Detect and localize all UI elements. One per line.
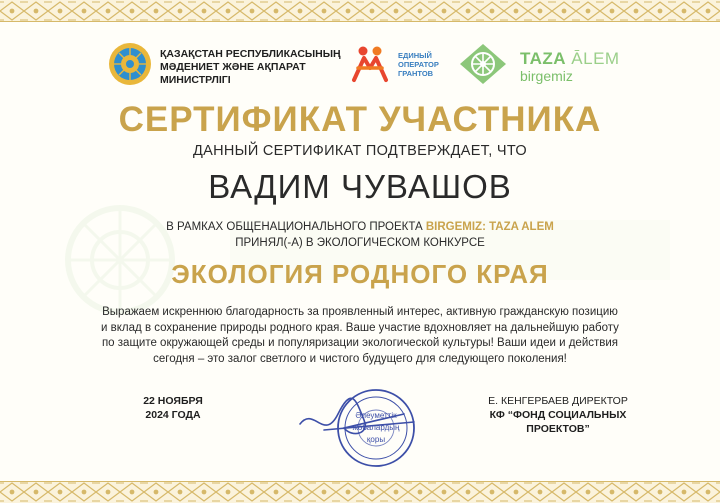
body-line: сегодня – это залог светлого и чистого будущего для следующего поколения!	[153, 352, 567, 365]
director-org-line-2: ПРОЕКТОВ”	[526, 423, 590, 435]
body-line: и вклад в сохранение природы родного края. Ваше участие вдохновляет на дальнейшую работу	[101, 321, 619, 334]
project-frame-line	[0, 221, 720, 233]
certificate-subtitle: ДАННЫЙ СЕРТИФИКАТ ПОДТВЕРЖДАЕТ, ЧТО	[193, 143, 527, 159]
stamp-text-1: Әлеуметтік	[355, 411, 397, 420]
director-org-line-1: КФ “ФОНД СОЦИАЛЬНЫХ	[489, 409, 627, 421]
taza-light: ĀLEM	[571, 49, 620, 68]
operator-line-3: ГРАНТОВ	[398, 69, 434, 78]
participation-line: ПРИНЯЛ(-А) В ЭКОЛОГИЧЕСКОМ КОНКУРСЕ	[235, 237, 485, 249]
ministry-line-1: ҚАЗАҚСТАН РЕСПУБЛИКАСЫНЫҢ	[160, 48, 341, 60]
date-line-2: 2024 ГОДА	[145, 409, 201, 421]
body-line: по защите окружающей среды и популяризации экологической культуры! Ваши идеи и действия	[101, 337, 619, 349]
stamp-text-2: жобалардың	[352, 423, 400, 432]
director-signature-block	[458, 394, 658, 436]
frame-prefix: В РАМКАХ ОБЩЕНАЦИОНАЛЬНОГО ПРОЕКТА	[166, 221, 426, 233]
date-line-1: 22 НОЯБРЯ	[143, 395, 203, 407]
grant-operator-name	[398, 51, 439, 78]
ornament-border-top	[0, 0, 720, 22]
taza-sub: birgemiz	[520, 68, 573, 84]
operator-line-1: ЕДИНЫЙ	[398, 51, 432, 60]
ministry-line-2: МӘДЕНИЕТ ЖӘНЕ АҚПАРАТ МИНИСТРЛІГІ	[160, 61, 306, 86]
operator-line-2: ОПЕРАТОР	[398, 60, 439, 69]
contest-name: ЭКОЛОГИЯ РОДНОГО КРАЯ	[171, 259, 549, 289]
project-name: BIRGEMIZ: TAZA ALEM	[425, 221, 554, 233]
state-emblem-icon	[108, 42, 152, 86]
issue-date	[118, 394, 228, 422]
ornament-border-bottom	[0, 481, 720, 503]
gratitude-text	[52, 305, 668, 367]
body-line: Выражаем искреннюю благодарность за проявленный интерес, активную гражданскую позицию	[102, 306, 618, 318]
logo-row	[0, 38, 720, 98]
taza-alem-wordmark	[520, 49, 620, 84]
stamp-seal-icon	[294, 384, 434, 470]
stamp-text-3: қоры	[366, 435, 386, 444]
ministry-name	[160, 48, 360, 87]
taza-alem-icon	[456, 42, 510, 86]
certificate-title: СЕРТИФИКАТ УЧАСТНИКА	[118, 100, 602, 139]
grant-operator-icon	[348, 44, 392, 84]
taza-bold: TAZA	[520, 49, 567, 68]
director-role: Е. КЕНГЕРБАЕВ ДИРЕКТОР	[488, 395, 628, 407]
recipient-name: ВАДИМ ЧУВАШОВ	[208, 168, 512, 205]
